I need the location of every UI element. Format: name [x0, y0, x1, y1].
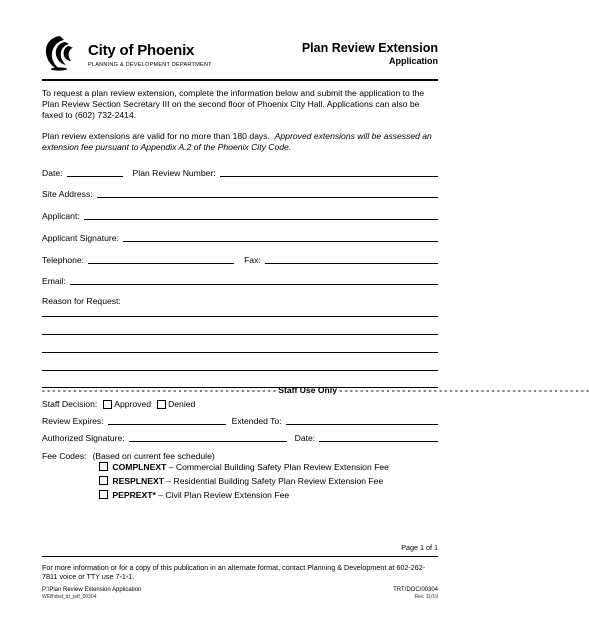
- email-field[interactable]: [70, 275, 438, 285]
- date-row: [42, 164, 438, 178]
- page-number: Page 1 of 1: [401, 543, 438, 552]
- plan-review-number-label: Plan Review Number:: [132, 168, 216, 178]
- date-label: Date:: [42, 168, 63, 178]
- department-name: PLANNING & DEVELOPMENT DEPARTMENT: [88, 62, 212, 68]
- telephone-row: [42, 251, 438, 265]
- reason-line[interactable]: [42, 370, 438, 371]
- extended-to-field[interactable]: [286, 415, 438, 425]
- phoenix-bird-icon: [42, 33, 78, 73]
- authorized-signature-row: [42, 429, 438, 443]
- authorized-signature-label: Authorized Signature:: [42, 433, 125, 443]
- fee-code-description: – Commercial Building Safety Plan Review Extension Fee: [168, 462, 389, 472]
- applicant-signature-label: Applicant Signature:: [42, 233, 119, 243]
- fee-codes-row: [42, 447, 438, 461]
- fee-code: PEPREXT*: [112, 490, 156, 500]
- approved-checkbox[interactable]: [103, 400, 112, 409]
- fee-code: COMPLNEXT: [112, 462, 167, 472]
- telephone-field[interactable]: [88, 254, 234, 264]
- fee-code-item: [97, 490, 289, 500]
- fee-code-checkbox[interactable]: [99, 476, 108, 485]
- city-logo: [42, 33, 222, 79]
- applicant-signature-field[interactable]: [123, 232, 438, 242]
- applicant-field[interactable]: [84, 210, 438, 220]
- fee-code-checkbox[interactable]: [99, 462, 108, 471]
- doc-number: TRT/DOC/00304: [393, 587, 438, 593]
- reason-row: [42, 292, 438, 306]
- validity-paragraph: [42, 131, 440, 153]
- footer-info: For more information or for a copy of this publication in an alternate format, contact Planning & Development at 602-262-7811 voice or TTY use 7-1-1.: [42, 563, 426, 581]
- reason-label: Reason for Request:: [42, 296, 121, 306]
- reason-line[interactable]: [42, 352, 438, 353]
- date-field[interactable]: [67, 167, 123, 177]
- denied-label: Denied: [168, 399, 196, 409]
- fee-code-checkbox[interactable]: [99, 490, 108, 499]
- page-subtitle: Application: [389, 56, 438, 66]
- file-code: WEB\dsd_trt_pdf_00304: [42, 594, 97, 600]
- authorized-signature-field[interactable]: [129, 432, 287, 442]
- plan-review-number-field[interactable]: [220, 167, 438, 177]
- revision: Rev. 11/19: [414, 594, 438, 600]
- review-expires-field[interactable]: [108, 415, 226, 425]
- email-label: Email:: [42, 276, 66, 286]
- applicant-row: [42, 207, 438, 221]
- staff-use-label: Staff Use Only: [278, 385, 337, 395]
- telephone-label: Telephone:: [42, 255, 85, 265]
- fee-code: RESPLNEXT: [112, 476, 164, 486]
- site-address-field[interactable]: [97, 188, 438, 198]
- applicant-signature-row: [42, 229, 438, 243]
- staff-decision-label: Staff Decision:: [42, 399, 98, 409]
- fee-code-description: – Civil Plan Review Extension Fee: [158, 490, 290, 500]
- fax-label: Fax:: [244, 255, 261, 265]
- extended-to-label: Extended To:: [231, 416, 282, 426]
- fee-codes-note: (Based on current fee schedule): [92, 451, 215, 461]
- review-expires-row: [42, 412, 438, 426]
- fee-notice-text: Approved extensions will be assessed an extension fee pursuant to Appendix A.2 of the Phoenix City Code.: [42, 131, 432, 152]
- footer-divider: [42, 556, 438, 557]
- staff-date-field[interactable]: [319, 432, 438, 442]
- fee-code-description: – Residential Building Safety Plan Review Extension Fee: [166, 476, 384, 486]
- review-expires-label: Review Expires:: [42, 416, 104, 426]
- site-address-label: Site Address:: [42, 189, 93, 199]
- fee-code-item: [97, 476, 383, 486]
- approved-label: Approved: [114, 399, 152, 409]
- validity-text: Plan review extensions are valid for no more than 180 days.: [42, 131, 270, 141]
- fax-field[interactable]: [265, 254, 438, 264]
- fee-code-item: [97, 462, 389, 472]
- intro-paragraph: To request a plan review extension, complete the information below and submit the application to the Plan Review Section Secretary III on the second floor of Phoenix City Hall. Applications can also be faxed to (602) 732-2414.: [42, 88, 425, 120]
- file-path: P:\Plan Review Extension Application: [42, 587, 142, 593]
- staff-date-label: Date:: [294, 433, 316, 443]
- denied-checkbox[interactable]: [157, 400, 166, 409]
- email-row: [42, 272, 438, 286]
- staff-decision-row: [42, 395, 438, 409]
- staff-use-divider: - - - - - - - - - - - - - - - - - - - - - - - - - - - - - - - - - - - - - - - - - - - - - Staff Use Only - - - - - - - - - - - - - - - - - - - - - - - - - - - - - - - - - - - - - - - - - - - - - - - -: [42, 385, 589, 395]
- header-divider: [42, 79, 438, 81]
- site-address-row: [42, 185, 438, 199]
- reason-line[interactable]: [42, 316, 438, 317]
- reason-line[interactable]: [42, 334, 438, 335]
- applicant-label: Applicant:: [42, 211, 80, 221]
- fee-codes-label: Fee Codes:: [42, 451, 87, 461]
- org-name: City of Phoenix: [88, 42, 195, 59]
- page-title: Plan Review Extension: [301, 41, 438, 55]
